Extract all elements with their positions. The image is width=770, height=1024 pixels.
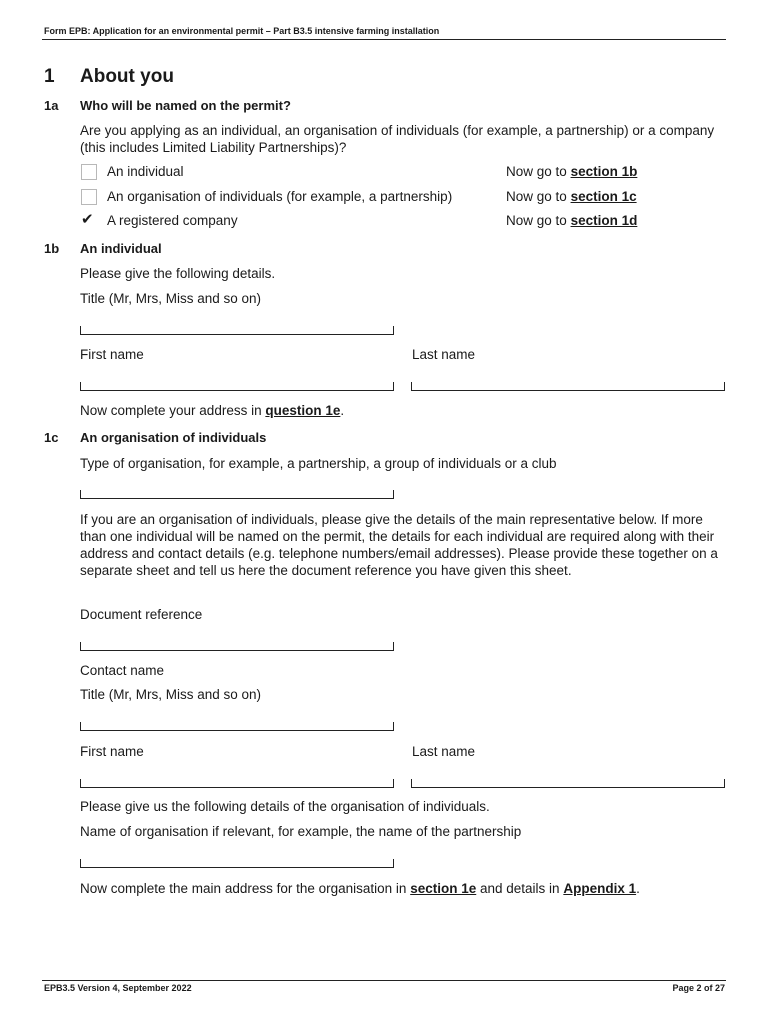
individual-address-note (80, 402, 344, 419)
question-1c-number: 1c (44, 430, 59, 445)
document-reference-label: Document reference (80, 607, 203, 622)
goto-prefix: Now go to (506, 189, 567, 204)
link-section-1d[interactable]: section 1d (570, 213, 638, 228)
section-number: 1 (44, 66, 55, 87)
question-1b-title: An individual (80, 241, 162, 256)
contact-first-name-label: First name (80, 744, 144, 759)
section-title: About you (80, 66, 174, 87)
goto-prefix: Now go to (506, 213, 567, 228)
link-section-1b[interactable]: section 1b (570, 164, 638, 179)
address-note-prefix: Now complete your address in (80, 403, 262, 418)
goto-section-1b (506, 164, 637, 179)
organisation-details-text: Please give us the following details of the organisation of individuals. (80, 799, 490, 814)
footer-version: EPB3.5 Version 4, September 2022 (44, 983, 192, 993)
organisation-name-input[interactable] (80, 859, 394, 868)
question-1a-text: Are you applying as an individual, an organisation of individuals (for example, a partnership) or a company (this includes Limited Liability Partnerships)? (80, 123, 715, 155)
individual-last-name-label: Last name (412, 347, 476, 362)
goto-section-1c (506, 189, 637, 204)
question-1a-title: Who will be named on the permit? (80, 98, 291, 113)
contact-first-name-input[interactable] (80, 779, 394, 788)
document-reference-input[interactable] (80, 642, 394, 651)
checkbox-organisation[interactable] (81, 189, 97, 205)
question-1b-number: 1b (44, 241, 60, 256)
individual-last-name-input[interactable] (411, 382, 725, 391)
goto-prefix: Now go to (506, 164, 567, 179)
link-appendix-1[interactable]: Appendix 1 (563, 881, 637, 896)
contact-title-input[interactable] (80, 722, 394, 731)
final-note-prefix: Now complete the main address for the organisation in (80, 881, 407, 896)
option-individual-label: An individual (107, 164, 184, 179)
link-section-1c[interactable]: section 1c (570, 189, 637, 204)
individual-title-input[interactable] (80, 326, 394, 335)
contact-title-label: Title (Mr, Mrs, Miss and so on) (80, 687, 262, 702)
individual-first-name-input[interactable] (80, 382, 394, 391)
final-note-suffix: . (636, 881, 640, 896)
header-divider (42, 39, 726, 40)
goto-section-1d (506, 213, 637, 228)
form-header-title: Form EPB: Application for an environmental permit – Part B3.5 intensive farming installation (44, 26, 440, 36)
organisation-name-label: Name of organisation if relevant, for example, the name of the partnership (80, 824, 522, 839)
question-1c-title: An organisation of individuals (80, 430, 267, 445)
link-section-1e[interactable]: section 1e (410, 881, 477, 896)
option-organisation-label: An organisation of individuals (for example, a partnership) (107, 189, 453, 204)
footer-divider (42, 980, 726, 981)
individual-title-label: Title (Mr, Mrs, Miss and so on) (80, 291, 262, 306)
contact-name-label: Contact name (80, 663, 165, 678)
option-company-label: A registered company (107, 213, 238, 228)
address-note-suffix: . (340, 403, 345, 418)
link-question-1e[interactable]: question 1e (265, 403, 341, 418)
contact-last-name-input[interactable] (411, 779, 725, 788)
footer-page-number: Page 2 of 27 (672, 983, 725, 993)
contact-last-name-label: Last name (412, 744, 476, 759)
question-1b-intro: Please give the following details. (80, 266, 276, 281)
checkbox-individual[interactable] (81, 164, 97, 180)
organisation-final-note (80, 880, 640, 897)
organisation-type-label: Type of organisation, for example, a partnership, a group of individuals or a club (80, 456, 557, 471)
organisation-type-input[interactable] (80, 490, 394, 499)
question-1a-number: 1a (44, 98, 59, 113)
organisation-representative-paragraph: If you are an organisation of individuals, please give the details of the main representative below. If more than one individual will be named on the permit, the details for each individual are required along with their address and contact details (e.g. telephone numbers/email addresses). Please provide these together on a separate sheet and tell us here the document reference you have given this sheet. (80, 512, 718, 578)
checkbox-company-checked[interactable]: ✔ (81, 211, 94, 228)
individual-first-name-label: First name (80, 347, 144, 362)
final-note-middle: and details in (480, 881, 560, 896)
